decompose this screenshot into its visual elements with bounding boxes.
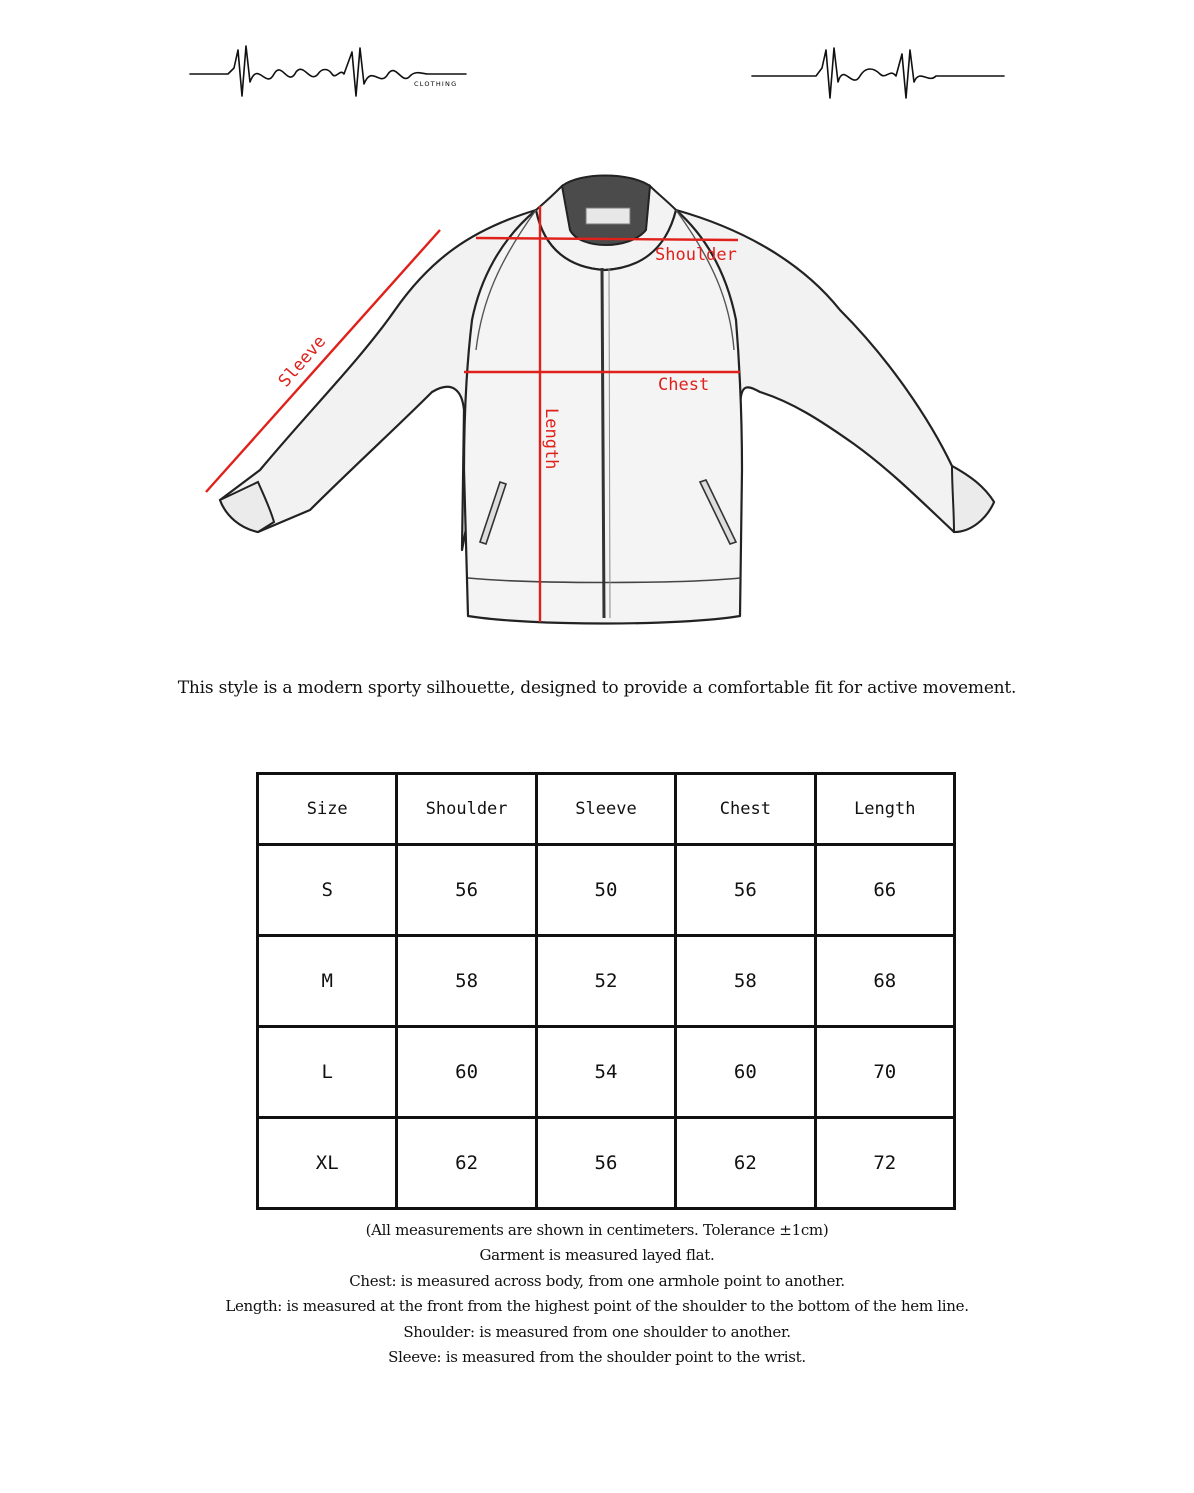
chest-label: Chest [658, 375, 710, 395]
logo-tagline: CLOTHING [414, 80, 458, 88]
cell-chest: 56 [676, 845, 815, 936]
shoulder-label: Shoulder [655, 245, 737, 265]
cell-length: 68 [815, 936, 954, 1027]
cell-shoulder: 58 [397, 936, 536, 1027]
cell-sleeve: 50 [536, 845, 675, 936]
cell-chest: 58 [676, 936, 815, 1027]
style-description: This style is a modern sporty silhouette, designed to provide a comfortable fit for active movement. [177, 678, 1017, 698]
table-row [258, 845, 955, 936]
cell-shoulder: 60 [397, 1027, 536, 1118]
cell-shoulder: 56 [397, 845, 536, 936]
brand-logo [188, 38, 468, 108]
jacket-illustration [200, 170, 1010, 640]
cell-shoulder: 62 [397, 1118, 536, 1209]
table-header-row [258, 774, 955, 845]
cell-chest: 62 [676, 1118, 815, 1209]
cell-length: 72 [815, 1118, 954, 1209]
cell-size: XL [258, 1118, 397, 1209]
cell-size: S [258, 845, 397, 936]
sleeve-label: Sleeve [274, 331, 331, 392]
cell-sleeve: 56 [536, 1118, 675, 1209]
note-chest: Chest: is measured across body, from one armhole point to another. [349, 1271, 845, 1290]
length-label: Length [541, 408, 561, 470]
cell-size: M [258, 936, 397, 1027]
header-size: Size [258, 774, 397, 845]
header-sleeve: Sleeve [536, 774, 675, 845]
brand-monogram [750, 38, 1006, 108]
table-row [258, 936, 955, 1027]
note-tolerance: (All measurements are shown in centimeters. Tolerance ±1cm) [365, 1221, 829, 1239]
header-length: Length [815, 774, 954, 845]
cell-size: L [258, 1027, 397, 1118]
size-chart-table [256, 772, 956, 1210]
cell-sleeve: 54 [536, 1027, 675, 1118]
note-sleeve: Sleeve: is measured from the shoulder point to the wrist. [388, 1347, 806, 1366]
cell-chest: 60 [676, 1027, 815, 1118]
note-shoulder: Shoulder: is measured from one shoulder to another. [403, 1322, 791, 1341]
note-flat: Garment is measured layed flat. [479, 1246, 715, 1265]
cell-length: 66 [815, 845, 954, 936]
cell-sleeve: 52 [536, 936, 675, 1027]
measurement-notes [0, 1218, 1194, 1370]
table-row [258, 1118, 955, 1209]
note-length: Length: is measured at the front from the highest point of the shoulder to the bottom of the hem line. [225, 1297, 969, 1316]
header-shoulder: Shoulder [397, 774, 536, 845]
header-chest: Chest [676, 774, 815, 845]
table-row [258, 1027, 955, 1118]
cell-length: 70 [815, 1027, 954, 1118]
